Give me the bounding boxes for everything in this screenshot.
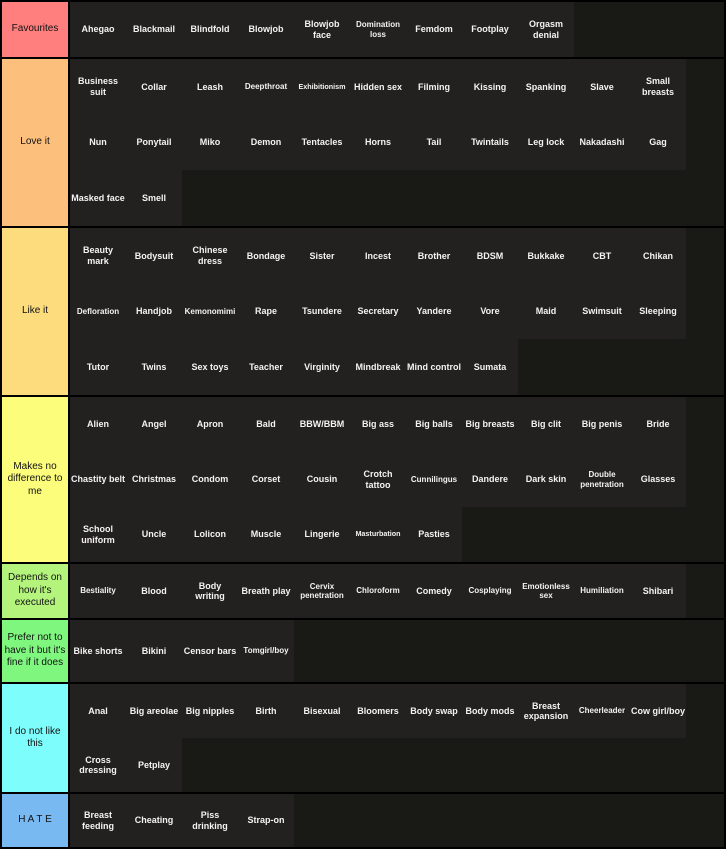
tier-item[interactable]: Sumata xyxy=(462,339,518,395)
tier-item[interactable]: Nakadashi xyxy=(574,115,630,171)
tier-items xyxy=(70,684,724,792)
tier-item[interactable]: Brother xyxy=(406,228,462,284)
tier-item[interactable]: Handjob xyxy=(126,284,182,340)
tier-item[interactable]: Big clit xyxy=(518,397,574,452)
tier-label[interactable]: Love it xyxy=(2,59,68,226)
tier-item[interactable]: Secretary xyxy=(350,284,406,340)
tier-item[interactable]: Big breasts xyxy=(462,397,518,452)
tier-item[interactable]: Femdom xyxy=(406,2,462,57)
tier-item[interactable]: Orgasm denial xyxy=(518,2,574,57)
tier-item[interactable]: Sex toys xyxy=(182,339,238,395)
tier-item[interactable]: Masturbation xyxy=(350,507,406,562)
tier-items xyxy=(70,397,724,562)
tier-item[interactable]: Pasties xyxy=(406,507,462,562)
tier-item[interactable]: Blindfold xyxy=(182,2,238,57)
tier-item[interactable]: Cervix penetration xyxy=(294,564,350,618)
tier-items xyxy=(70,620,724,682)
tier-label[interactable]: Like it xyxy=(2,228,68,395)
tier-item[interactable]: Sister xyxy=(294,228,350,284)
tier-item[interactable]: Tentacles xyxy=(294,115,350,171)
tier-item[interactable]: Bestiality xyxy=(70,564,126,618)
tier-item[interactable]: Deepthroat xyxy=(238,59,294,115)
tier-item[interactable]: Lingerie xyxy=(294,507,350,562)
tier-item[interactable]: Cow girl/boy xyxy=(630,684,686,738)
tier-item[interactable]: Alien xyxy=(70,397,126,452)
tier-row xyxy=(2,397,724,562)
tier-item[interactable]: Condom xyxy=(182,452,238,507)
tier-item[interactable]: Bald xyxy=(238,397,294,452)
tier-item[interactable]: Cosplaying xyxy=(462,564,518,618)
tier-item[interactable]: Smell xyxy=(126,170,182,226)
tier-item[interactable]: Mindbreak xyxy=(350,339,406,395)
tier-row xyxy=(2,2,724,57)
tier-item[interactable]: Blackmail xyxy=(126,2,182,57)
tier-item[interactable]: Dark skin xyxy=(518,452,574,507)
tier-item[interactable]: Humiliation xyxy=(574,564,630,618)
tier-item[interactable]: Filming xyxy=(406,59,462,115)
tier-item[interactable]: Leash xyxy=(182,59,238,115)
tier-items xyxy=(70,564,724,618)
tier-item[interactable]: Uncle xyxy=(126,507,182,562)
tier-item[interactable]: Exhibitionism xyxy=(294,59,350,115)
tier-label[interactable]: Prefer not to have it but it's fine if it does xyxy=(2,620,68,682)
tier-label[interactable]: I do not like this xyxy=(2,684,68,792)
tier-item[interactable]: Collar xyxy=(126,59,182,115)
tier-item[interactable]: Blood xyxy=(126,564,182,618)
tier-label[interactable]: Favourites xyxy=(2,2,68,57)
tier-item[interactable]: Breath play xyxy=(238,564,294,618)
tier-item[interactable]: Bondage xyxy=(238,228,294,284)
tier-label[interactable]: H A T E xyxy=(2,794,68,847)
tier-item[interactable]: Miko xyxy=(182,115,238,171)
tier-item[interactable]: Cheating xyxy=(126,794,182,847)
tier-item[interactable]: Big areolae xyxy=(126,684,182,738)
tier-item[interactable]: Yandere xyxy=(406,284,462,340)
tier-item[interactable]: Blowjob face xyxy=(294,2,350,57)
tier-item[interactable]: Twins xyxy=(126,339,182,395)
tier-item[interactable]: Cross dressing xyxy=(70,738,126,792)
tier-item[interactable]: Breast expansion xyxy=(518,684,574,738)
tier-item[interactable]: Piss drinking xyxy=(182,794,238,847)
tier-item[interactable]: Anal xyxy=(70,684,126,738)
tier-item[interactable]: Big nipples xyxy=(182,684,238,738)
tier-item[interactable]: Big ass xyxy=(350,397,406,452)
tier-item[interactable]: BBW/BBM xyxy=(294,397,350,452)
tier-item[interactable]: Tomgirl/boy xyxy=(238,620,294,682)
tier-item[interactable]: Breast feeding xyxy=(70,794,126,847)
tier-item[interactable]: Defloration xyxy=(70,284,126,340)
tier-item[interactable]: Twintails xyxy=(462,115,518,171)
tier-item[interactable]: Body mods xyxy=(462,684,518,738)
tier-item[interactable]: Chloroform xyxy=(350,564,406,618)
tier-item[interactable]: Chikan xyxy=(630,228,686,284)
tier-item[interactable]: Apron xyxy=(182,397,238,452)
tier-item[interactable]: Virginity xyxy=(294,339,350,395)
tier-item[interactable]: Sleeping xyxy=(630,284,686,340)
tier-item[interactable]: Spanking xyxy=(518,59,574,115)
tier-item[interactable]: Tutor xyxy=(70,339,126,395)
tier-label[interactable]: Makes no difference to me xyxy=(2,397,68,562)
tier-item[interactable]: Vore xyxy=(462,284,518,340)
tier-item[interactable]: Business suit xyxy=(70,59,126,115)
tier-items xyxy=(70,59,724,226)
tier-item[interactable]: Small breasts xyxy=(630,59,686,115)
tier-item[interactable]: Tsundere xyxy=(294,284,350,340)
tier-item[interactable]: Crotch tattoo xyxy=(350,452,406,507)
tier-items xyxy=(70,228,724,395)
tier-item[interactable]: Cunnilingus xyxy=(406,452,462,507)
tier-item[interactable]: Swimsuit xyxy=(574,284,630,340)
tier-item[interactable]: Cheerleader xyxy=(574,684,630,738)
tier-item[interactable]: Lolicon xyxy=(182,507,238,562)
tier-item[interactable]: Corset xyxy=(238,452,294,507)
tier-item[interactable]: Birth xyxy=(238,684,294,738)
tier-row xyxy=(2,228,724,395)
tier-item[interactable]: Petplay xyxy=(126,738,182,792)
tier-item[interactable]: Bodysuit xyxy=(126,228,182,284)
tier-item[interactable]: Body swap xyxy=(406,684,462,738)
tier-item[interactable]: Comedy xyxy=(406,564,462,618)
tier-item[interactable]: Mind control xyxy=(406,339,462,395)
tier-item[interactable]: Leg lock xyxy=(518,115,574,171)
tier-items xyxy=(70,2,724,57)
tier-item[interactable]: Dandere xyxy=(462,452,518,507)
tier-items xyxy=(70,794,724,847)
tier-item[interactable]: Big penis xyxy=(574,397,630,452)
tier-item[interactable]: Chinese dress xyxy=(182,228,238,284)
tier-item[interactable]: Cousin xyxy=(294,452,350,507)
tier-item[interactable]: Emotionless sex xyxy=(518,564,574,618)
tier-item[interactable]: Rape xyxy=(238,284,294,340)
tier-item[interactable]: Body writing xyxy=(182,564,238,618)
tier-item[interactable]: Shibari xyxy=(630,564,686,618)
tier-item[interactable]: Blowjob xyxy=(238,2,294,57)
tier-row xyxy=(2,794,724,847)
tier-item[interactable]: Gag xyxy=(630,115,686,171)
tier-item[interactable]: Muscle xyxy=(238,507,294,562)
tier-item[interactable]: Hidden sex xyxy=(350,59,406,115)
tier-item[interactable]: Angel xyxy=(126,397,182,452)
tier-item[interactable]: Double penetration xyxy=(574,452,630,507)
tier-item[interactable]: Kissing xyxy=(462,59,518,115)
tier-item[interactable]: Big balls xyxy=(406,397,462,452)
tier-item[interactable]: Bikini xyxy=(126,620,182,682)
tier-item[interactable]: Strap-on xyxy=(238,794,294,847)
tier-label[interactable]: Depends on how it's executed xyxy=(2,564,68,618)
tier-item[interactable]: Masked face xyxy=(70,170,126,226)
tier-item[interactable]: Slave xyxy=(574,59,630,115)
tier-item[interactable]: BDSM xyxy=(462,228,518,284)
tier-item[interactable]: Christmas xyxy=(126,452,182,507)
tier-item[interactable]: Bukkake xyxy=(518,228,574,284)
tier-item[interactable]: Censor bars xyxy=(182,620,238,682)
tier-item[interactable]: Glasses xyxy=(630,452,686,507)
tier-item[interactable]: Ponytail xyxy=(126,115,182,171)
tier-item[interactable]: Bloomers xyxy=(350,684,406,738)
tier-item[interactable]: School uniform xyxy=(70,507,126,562)
tier-row xyxy=(2,59,724,226)
tier-item[interactable]: Ahegao xyxy=(70,2,126,57)
tier-item[interactable]: Chastity belt xyxy=(70,452,126,507)
tier-item[interactable]: Tail xyxy=(406,115,462,171)
tier-item[interactable]: Teacher xyxy=(238,339,294,395)
tier-item[interactable]: Bike shorts xyxy=(70,620,126,682)
tier-row xyxy=(2,684,724,792)
tier-item[interactable]: Bride xyxy=(630,397,686,452)
tier-item[interactable]: Maid xyxy=(518,284,574,340)
tier-row xyxy=(2,620,724,682)
tier-item[interactable]: Demon xyxy=(238,115,294,171)
tier-item[interactable]: Domination loss xyxy=(350,2,406,57)
tier-item[interactable]: Footplay xyxy=(462,2,518,57)
tier-item[interactable]: Incest xyxy=(350,228,406,284)
tier-item[interactable]: CBT xyxy=(574,228,630,284)
tier-item[interactable]: Bisexual xyxy=(294,684,350,738)
tier-row xyxy=(2,564,724,618)
tier-item[interactable]: Horns xyxy=(350,115,406,171)
tier-item[interactable]: Beauty mark xyxy=(70,228,126,284)
tier-item[interactable]: Kemonomimi xyxy=(182,284,238,340)
tier-item[interactable]: Nun xyxy=(70,115,126,171)
